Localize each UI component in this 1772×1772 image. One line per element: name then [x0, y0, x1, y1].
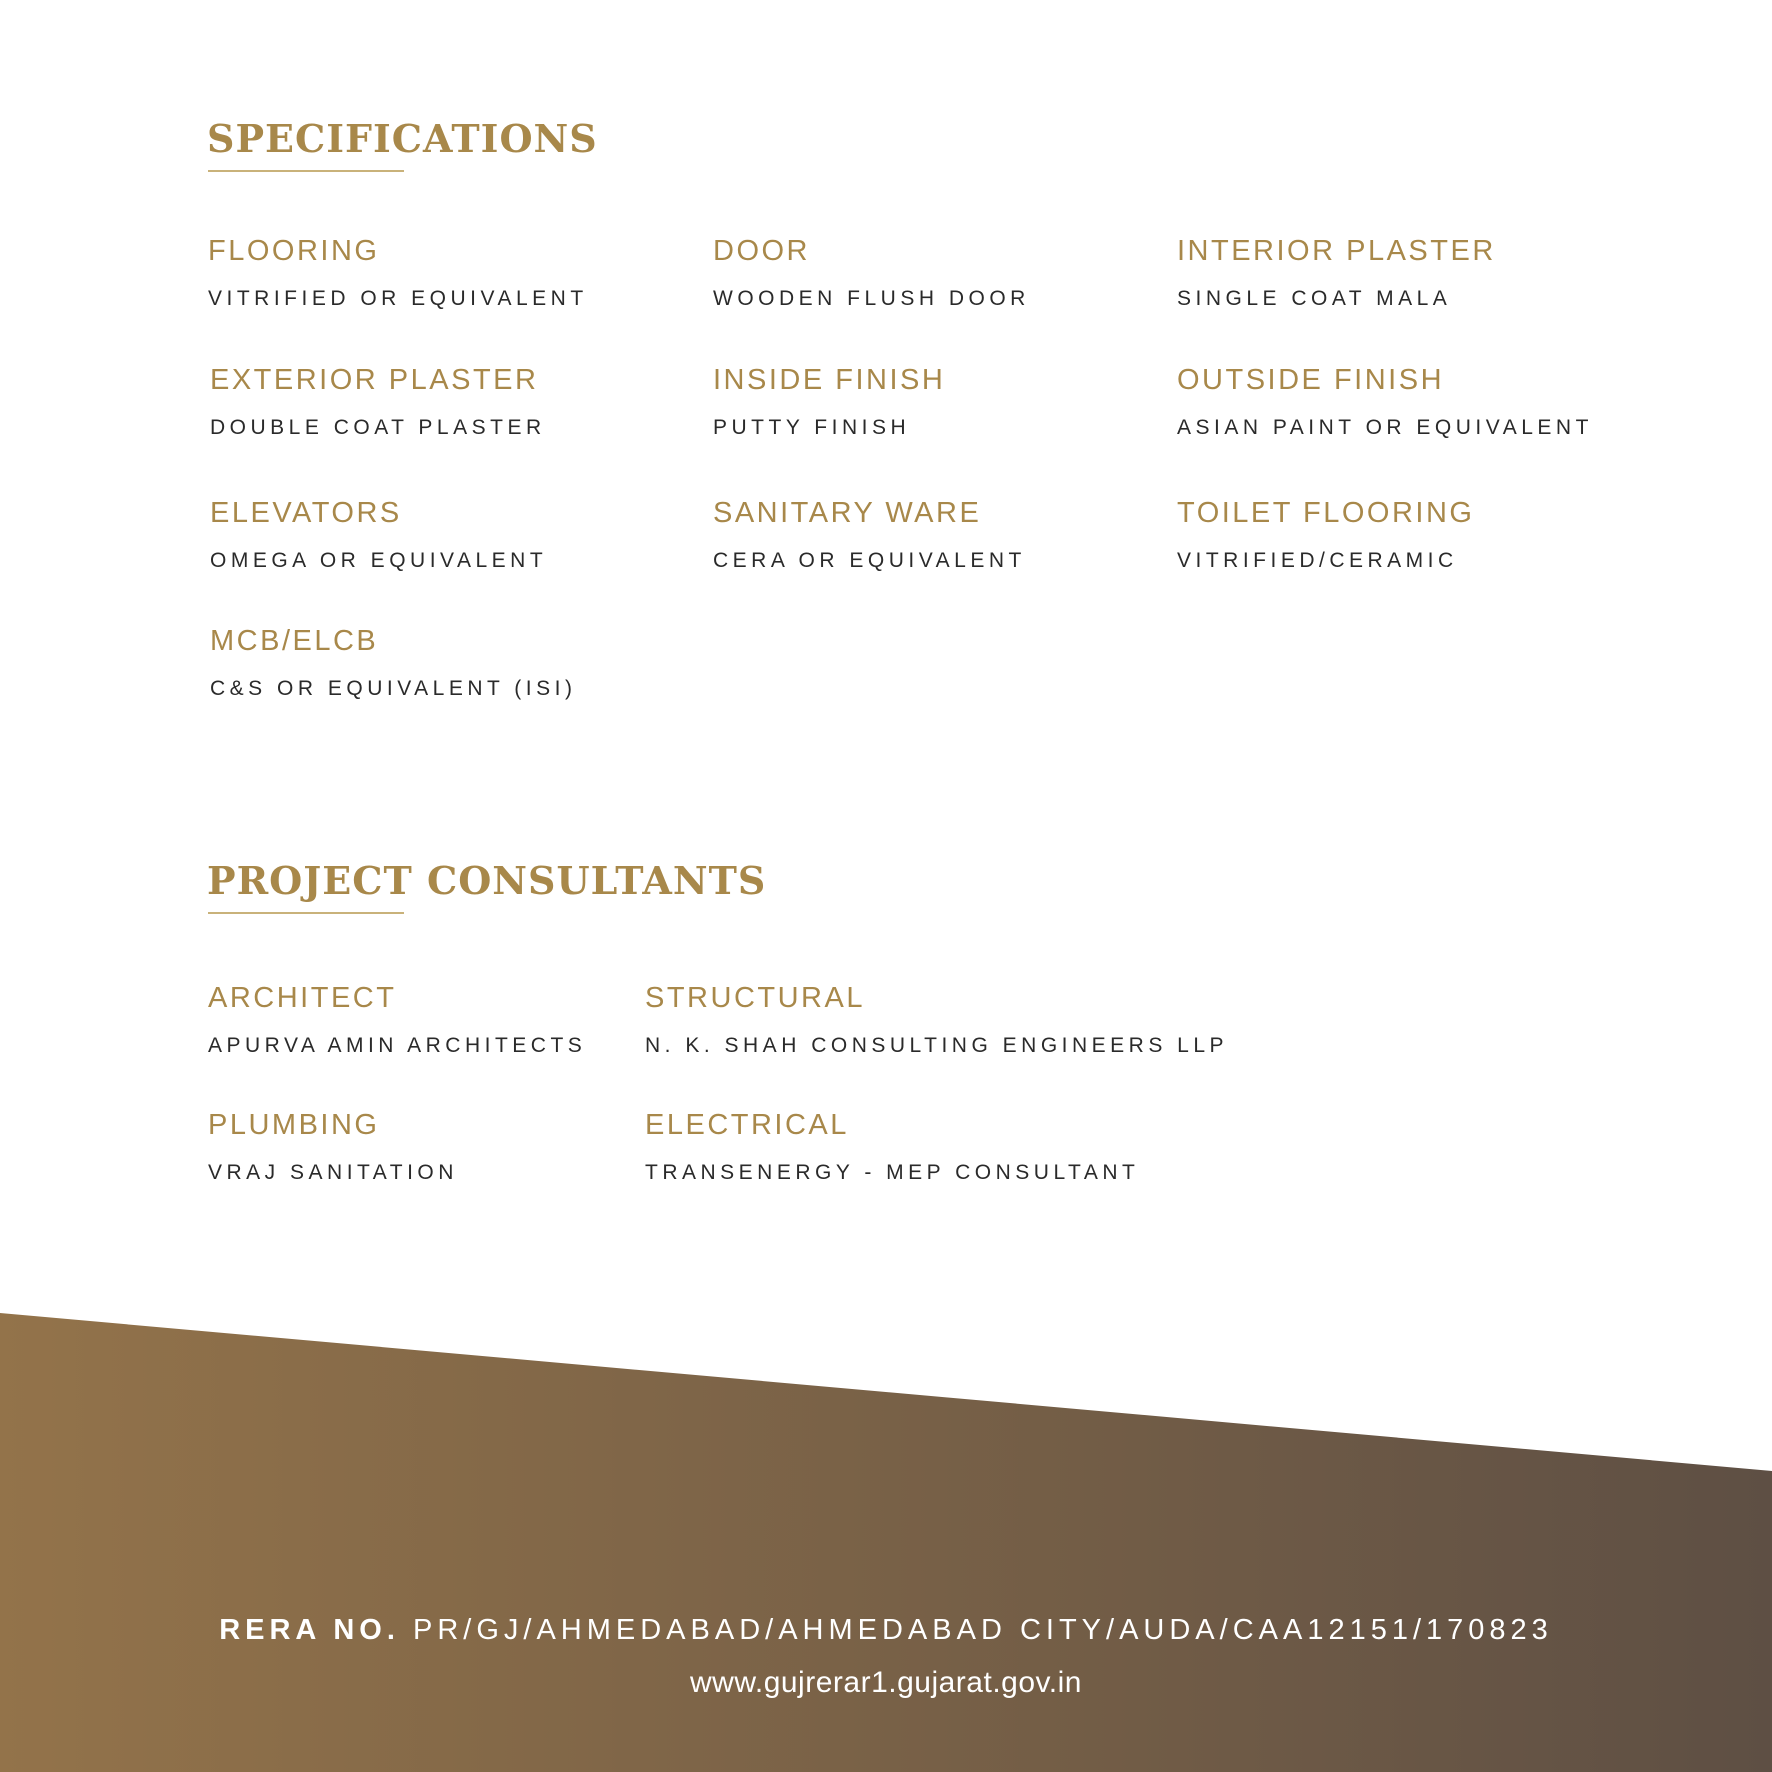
consultant-label: PLUMBING	[208, 1109, 380, 1141]
spec-value: OMEGA OR EQUIVALENT	[210, 549, 548, 572]
specifications-title: SPECIFICATIONS	[207, 116, 598, 161]
spec-label: OUTSIDE FINISH	[1177, 364, 1445, 396]
spec-label: SANITARY WARE	[713, 497, 982, 529]
spec-item-flooring	[208, 234, 588, 312]
spec-item-interior-plaster	[1177, 234, 1496, 312]
specifications-underline	[208, 170, 404, 172]
spec-item-mcb-elcb	[210, 624, 576, 702]
spec-value: ASIAN PAINT OR EQUIVALENT	[1177, 416, 1593, 439]
spec-label: MCB/ELCB	[210, 625, 379, 657]
consultant-value: TRANSENERGY - MEP CONSULTANT	[645, 1161, 1140, 1184]
website-link[interactable]: www.gujrerar1.gujarat.gov.in	[690, 1666, 1082, 1699]
consultant-item-structural	[645, 981, 1228, 1059]
spec-label: INSIDE FINISH	[713, 364, 946, 396]
spec-label: INTERIOR PLASTER	[1177, 235, 1496, 267]
spec-value: CERA OR EQUIVALENT	[713, 549, 1026, 572]
spec-item-inside-finish	[713, 363, 945, 441]
consultants-title: PROJECT CONSULTANTS	[207, 858, 767, 903]
consultant-label: ARCHITECT	[208, 982, 397, 1014]
spec-item-sanitary-ware	[713, 496, 1026, 574]
consultant-label: STRUCTURAL	[645, 982, 865, 1014]
spec-value: WOODEN FLUSH DOOR	[713, 287, 1030, 310]
consultant-item-electrical	[645, 1108, 1139, 1186]
spec-label: EXTERIOR PLASTER	[210, 364, 539, 396]
consultant-value: N. K. SHAH CONSULTING ENGINEERS LLP	[645, 1034, 1229, 1057]
consultant-value: APURVA AMIN ARCHITECTS	[208, 1034, 587, 1057]
spec-label: DOOR	[713, 235, 810, 267]
spec-value: DOUBLE COAT PLASTER	[210, 416, 546, 439]
spec-label: TOILET FLOORING	[1177, 497, 1475, 529]
consultant-value: VRAJ SANITATION	[208, 1161, 458, 1184]
consultants-underline	[208, 912, 404, 914]
rera-line	[0, 1614, 1772, 1647]
consultant-item-plumbing	[208, 1108, 458, 1186]
rera-number: PR/GJ/AHMEDABAD/AHMEDABAD CITY/AUDA/CAA12151/170823	[412, 1614, 1553, 1646]
spec-item-outside-finish	[1177, 363, 1593, 441]
spec-value: C&S OR EQUIVALENT (ISI)	[210, 677, 577, 700]
rera-label: RERA NO.	[219, 1614, 400, 1646]
spec-item-exterior-plaster	[210, 363, 546, 441]
spec-value: VITRIFIED/CERAMIC	[1177, 549, 1458, 572]
consultant-label: ELECTRICAL	[645, 1109, 849, 1141]
spec-item-toilet-flooring	[1177, 496, 1474, 574]
spec-label: FLOORING	[208, 235, 380, 267]
spec-value: VITRIFIED OR EQUIVALENT	[208, 287, 588, 310]
spec-label: ELEVATORS	[210, 497, 402, 529]
spec-item-door	[713, 234, 1030, 312]
spec-item-elevators	[210, 496, 547, 574]
consultant-item-architect	[208, 981, 586, 1059]
spec-value: SINGLE COAT MALA	[1177, 287, 1452, 310]
spec-value: PUTTY FINISH	[713, 416, 911, 439]
